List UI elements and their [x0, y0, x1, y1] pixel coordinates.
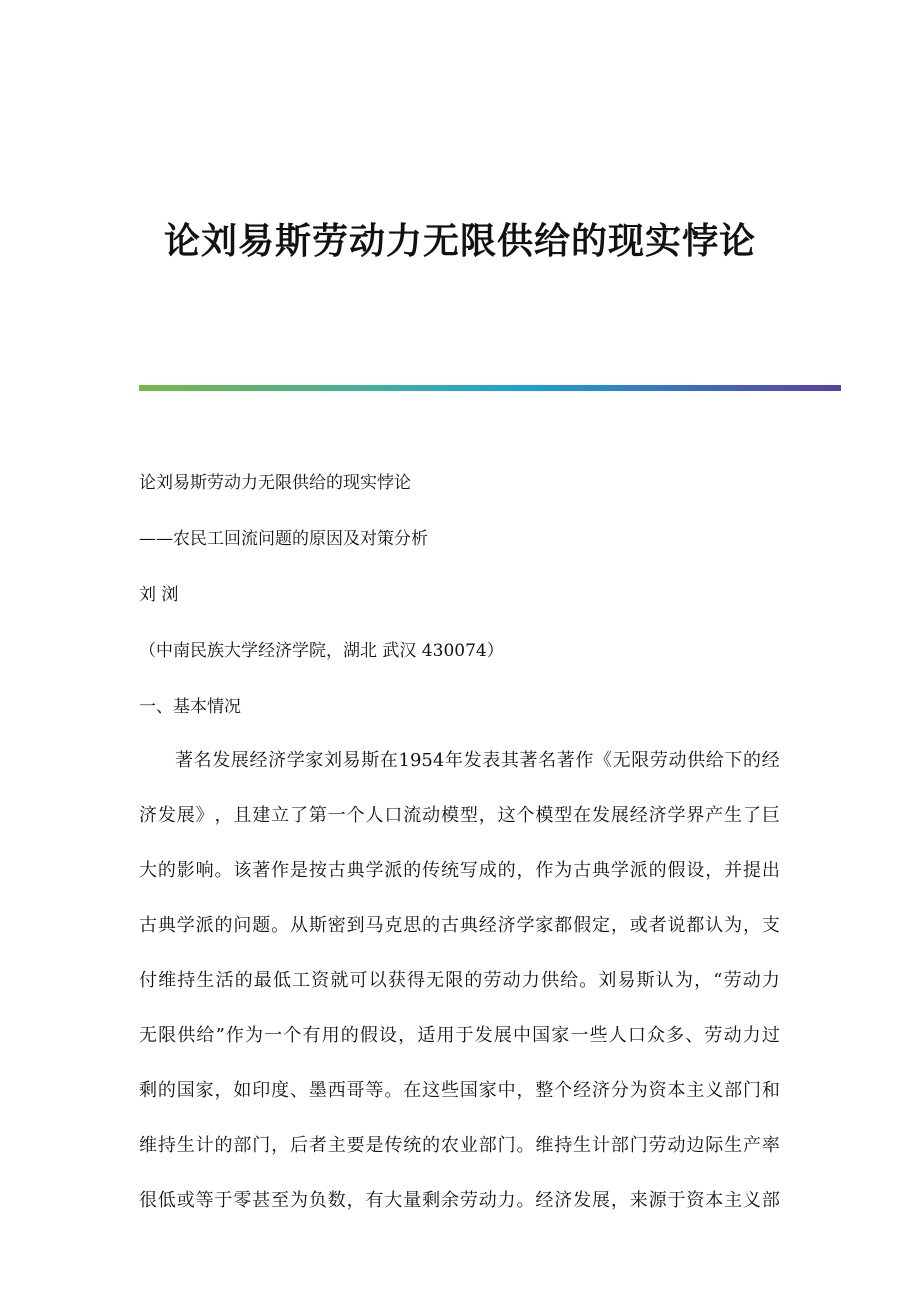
subtitle-main: 论刘易斯劳动力无限供给的现实悖论: [139, 473, 411, 493]
body-line: 著 名 发 展 经 济 学 家 刘 易 斯 在 1954 年 发 表 其 著 名 著 作 《 无 限 劳 动 供 给 下 的 经: [175, 750, 780, 771]
body-line: 维 持 生 计 的 部 门 ， 后 者 主 要 是 传 统 的 农 业 部 门 。 维 持 生 计 部 门 劳 动 边 际 生 产 率: [139, 1135, 780, 1156]
author-name: 刘 浏: [139, 585, 179, 605]
subtitle-sub: ——农民工回流问题的原因及对策分析: [139, 529, 428, 549]
body-line: 古 典 学 派 的 问 题 。 从 斯 密 到 马 克 思 的 古 典 经 济 学 家 都 假 定 ， 或 者 说 都 认 为 ， 支: [139, 915, 780, 936]
section-heading: 一、基本情况: [139, 697, 241, 717]
body-line: 很 低 或 等 于 零 甚 至 为 负 数 ， 有 大 量 剩 余 劳 动 力 。 经 济 发 展 ， 来 源 于 资 本 主 义 部: [139, 1190, 780, 1211]
body-paragraph: [139, 748, 780, 1243]
body-line: 济 发 展 》 ， 且 建 立 了 第 一 个 人 口 流 动 模 型 ， 这 个 模 型 在 发 展 经 济 学 界 产 生 了 巨: [139, 805, 780, 826]
body-line: 付 维 持 生 活 的 最 低 工 资 就 可 以 获 得 无 限 的 劳 动 力 供 给 。 刘 易 斯 认 为 ， “ 劳 动 力: [139, 970, 780, 991]
body-line: 无 限 供 给 ” 作 为 一 个 有 用 的 假 设 ， 适 用 于 发 展 中 国 家 一 些 人 口 众 多 、 劳 动 力 过: [139, 1025, 780, 1046]
title-divider-rule: [139, 385, 841, 391]
author-affiliation: （中南民族大学经济学院，湖北 武汉 430074）: [139, 641, 504, 661]
document-title: 论刘易斯劳动力无限供给的现实悖论: [163, 220, 756, 262]
body-line: 大 的 影 响 。 该 著 作 是 按 古 典 学 派 的 传 统 写 成 的 ， 作 为 古 典 学 派 的 假 设 ， 并 提 出: [139, 860, 780, 881]
body-line: 剩 的 国 家 ， 如 印 度 、 墨 西 哥 等 。 在 这 些 国 家 中 ， 整 个 经 济 分 为 资 本 主 义 部 门 和: [139, 1080, 780, 1101]
